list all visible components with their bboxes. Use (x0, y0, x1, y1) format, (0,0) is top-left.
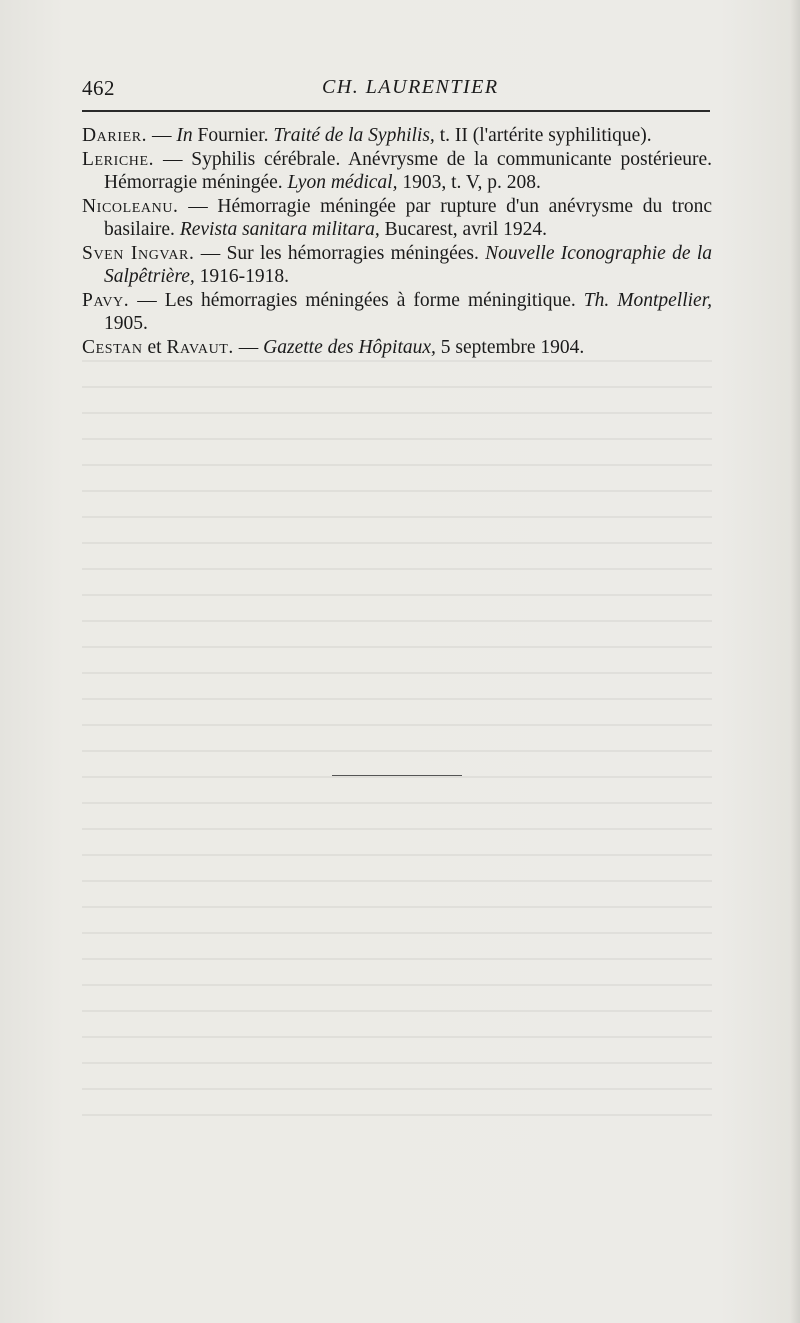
reference-details: t. II (l'artérite syphilitique). (434, 125, 652, 146)
page-header (82, 76, 710, 102)
reference-details: 1916-1918. (194, 266, 290, 287)
reference-author: Pavy. (82, 289, 130, 311)
reference-conjunction: et (142, 336, 167, 358)
page-number: 462 (82, 76, 115, 100)
reference-item (82, 242, 712, 289)
reference-italic: In (176, 125, 193, 146)
section-rule (332, 775, 462, 776)
reference-item (82, 336, 712, 360)
reference-separator: — (129, 289, 165, 311)
reference-separator: — (154, 148, 192, 170)
reference-list (82, 124, 712, 359)
reference-text: Les hémorragies méningées à forme méningitique. (164, 289, 584, 311)
reference-separator: — (178, 195, 218, 217)
reference-text: Hémorragie méningée par rupture d'un anévrysme du tronc basilaire. (104, 195, 712, 240)
reference-item (82, 195, 712, 242)
reference-author: Leriche. (82, 148, 155, 170)
reference-author: Sven Ingvar. (82, 242, 195, 264)
reference-separator: — (194, 242, 227, 264)
reference-separator: — (147, 125, 177, 146)
reference-text: Fournier. (192, 125, 274, 146)
reference-details: Bucarest, avril 1924. (379, 219, 548, 240)
show-through-texture (82, 360, 712, 1160)
reference-text: Sur les hémorragies méningées. (226, 242, 486, 264)
reference-author: Nicoleanu. (82, 195, 179, 217)
reference-title: Th. Montpellier, (583, 289, 713, 311)
reference-title: Gazette des Hôpitaux, (263, 336, 436, 358)
reference-title: Revista sanitara militara, (179, 219, 380, 240)
reference-title: Lyon médical, (287, 172, 398, 193)
reference-details: 5 septembre 1904. (435, 336, 585, 358)
reference-author: Cestan (82, 336, 143, 358)
running-head: CH. LAURENTIER (322, 76, 499, 98)
reference-title: Nouvelle Iconographie de la Salpêtrière, (104, 242, 713, 287)
page-edge-shadow (790, 0, 800, 1323)
reference-item (82, 148, 712, 195)
reference-details: 1905. (104, 313, 148, 334)
reference-item (82, 124, 712, 148)
header-rule (82, 110, 710, 112)
reference-details: 1903, t. V, p. 208. (397, 172, 541, 193)
reference-text: Syphilis cérébrale. Anévrysme de la communicante postérieure. Hémorragie méningée. (104, 148, 712, 193)
reference-author: Ravaut. (166, 336, 234, 358)
reference-item (82, 289, 712, 336)
reference-separator: — (233, 336, 264, 358)
reference-author: Darier. (82, 125, 148, 146)
reference-title: Traité de la Syphilis, (273, 125, 435, 146)
